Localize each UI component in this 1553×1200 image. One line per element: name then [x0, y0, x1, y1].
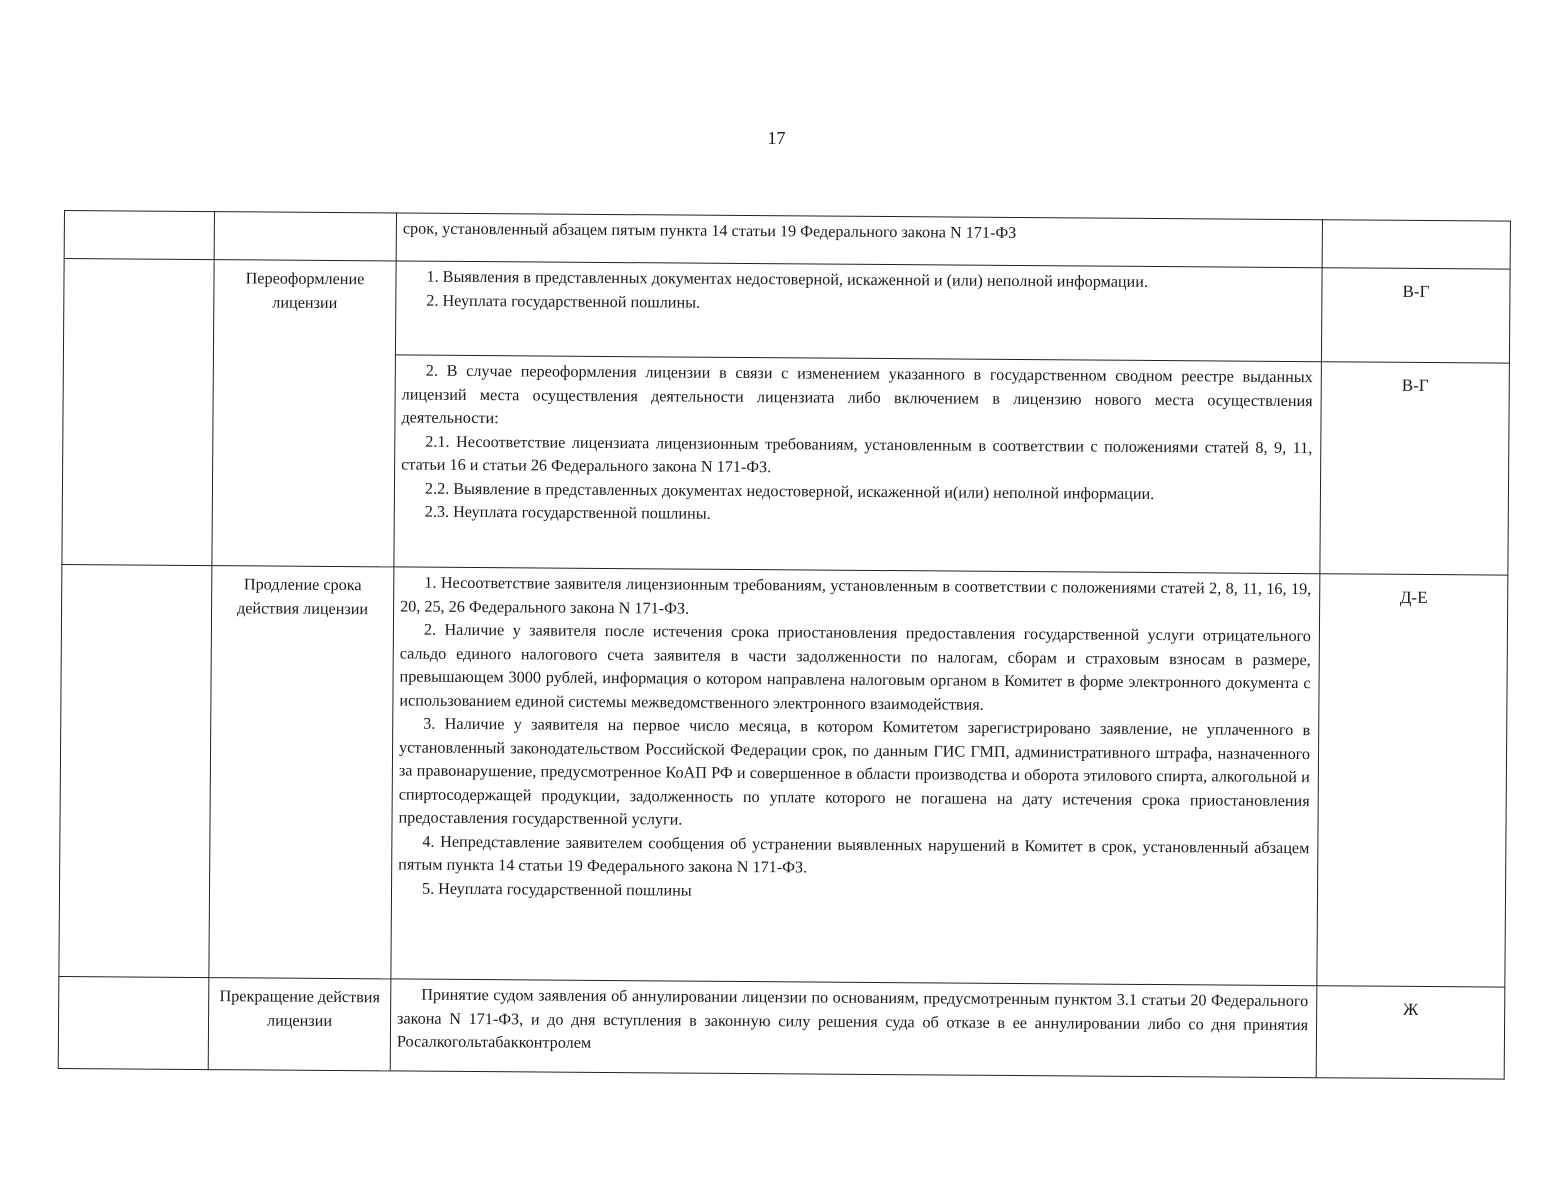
code-cell: В-Г	[1320, 362, 1510, 575]
table-row	[58, 976, 1505, 1079]
reasons-cell	[390, 979, 1317, 1078]
reason-paragraph: 2.3. Неуплата государственной пошлины.	[424, 502, 711, 523]
action-cell: Переоформление лицензии	[212, 260, 396, 567]
reasons-cell	[395, 261, 1322, 362]
reason-paragraph: срок, установленный абзацем пятым пункта 14 статьи 19 Федерального закона N 171-ФЗ	[402, 219, 1017, 242]
reason-paragraph: 2.1. Несоответствие лицензиата лицензионным требованиям, установленным в соответствии с положениями статей 8, 9, 11, статьи 16 и статьи 26 Федерального закона N 171-ФЗ.	[401, 432, 1313, 477]
action-cell: Прекращение действия лицензии	[208, 978, 391, 1071]
reason-paragraph: 2. Неуплата государственной пошлины.	[426, 291, 701, 312]
first-column-cell	[64, 211, 214, 260]
action-cell: Продление срока действия лицензии	[209, 566, 394, 979]
reason-paragraph: 4. Непредставление заявителем сообщения об устранении выявленных нарушений в Комитет в срок, установленный абзацем пятым пункта 14 статьи 19 Федерального закона N 171-ФЗ.	[398, 832, 1310, 877]
reason-paragraph: Принятие судом заявления об аннулировании лицензии по основаниям, предусмотренным пунктом 3.1 статьи 20 Федерального закона N 171-ФЗ, и до дня вступления в законную силу решения суда об отказе в ее аннулировании либо со дня принятия Росалкогольтабакконтролем	[396, 985, 1309, 1052]
table-row	[59, 564, 1508, 987]
first-column-cell	[62, 259, 214, 566]
first-column-cell	[59, 564, 212, 977]
reason-paragraph: 2. В случае переоформления лицензии в связи с изменением указанного в государственном сводном реестре выданных лицензий места осуществления деятельности лицензиата либо включением в лицензию нового места осуществления деятельности:	[401, 361, 1313, 428]
page-number: 17	[767, 128, 786, 148]
reason-paragraph: 1. Несоответствие заявителя лицензионным требованиям, установленным в соответствии с положениями статей 2, 8, 11, 16, 19, 20, 25, 26 Федерального закона N 171-ФЗ.	[400, 573, 1312, 618]
code-cell: Ж	[1316, 986, 1505, 1079]
reason-paragraph: 1. Выявления в представленных документах недостоверной, искаженной и (или) неполной информации.	[426, 267, 1149, 291]
first-column-cell	[58, 976, 209, 1069]
reason-paragraph: 2. Наличие у заявителя после истечения срока приостановления предоставления государственной услуги отрицательного сальдо единого налогового счета заявителя в части задолженности по налогам, сборам и страховым взносам в размере, превышающем 3000 рублей, информация о котором направлена налоговым органом в Комитет в форме электронного документа с использованием единой системы межведомственного электронного взаимодействия.	[399, 620, 1311, 714]
action-cell	[214, 212, 396, 261]
code-cell	[1322, 220, 1510, 269]
reasons-cell	[394, 355, 1322, 574]
code-cell: Д-Е	[1317, 574, 1508, 987]
reasons-cell	[396, 213, 1322, 268]
reason-paragraph: 3. Наличие у заявителя на первое число месяца, в котором Комитетом зарегистрировано заявление, не уплаченного в установленный законодательством Российской Федерации срок, по данным ГИС ГМП, административного штрафа, назначенного за правонарушение, предусмотренное КоАП РФ и совершенное в области производства и оборота этилового спирта, алкогольной и спиртосодержащей продукции, задолженность по уплате которого не погашена на дату истечения срока приостановления предоставления государственной услуги.	[398, 714, 1311, 829]
reason-paragraph: 2.2. Выявление в представленных документах недостоверной, искаженной и(или) неполной информации.	[424, 479, 1155, 503]
code-cell: В-Г	[1321, 268, 1510, 363]
reason-paragraph: 5. Неуплата государственной пошлины	[421, 879, 692, 900]
reasons-cell	[391, 567, 1320, 986]
grounds-table	[58, 210, 1511, 1080]
table-row	[63, 259, 1510, 364]
